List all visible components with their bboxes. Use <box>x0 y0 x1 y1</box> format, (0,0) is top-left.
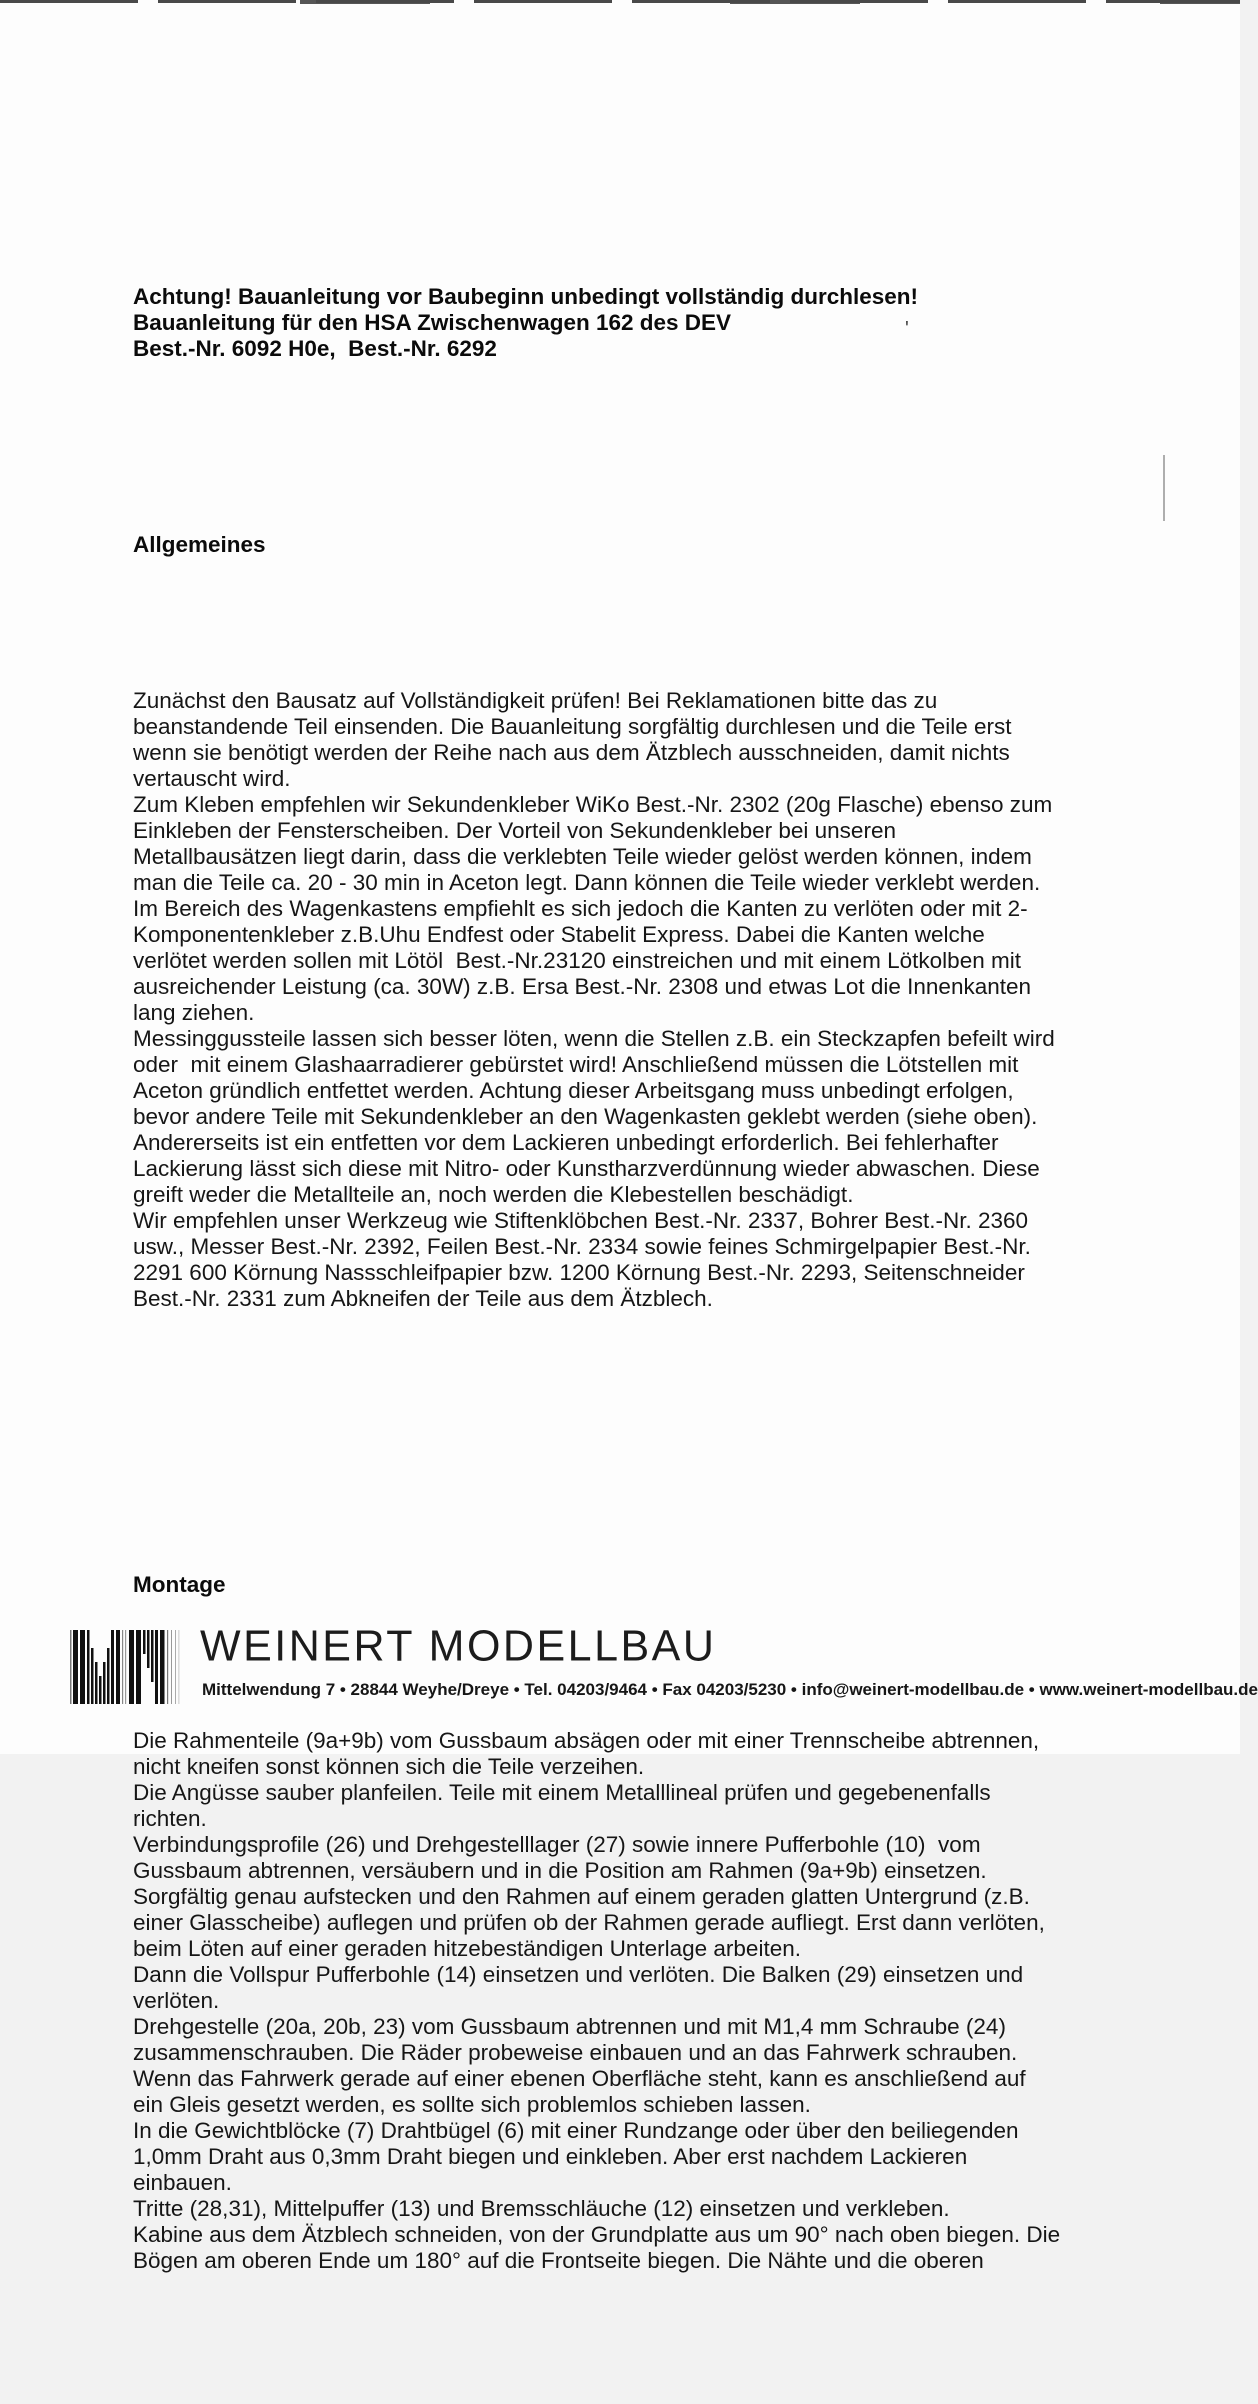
text-line: einer Glasscheibe) auflegen und prüfen ob der Rahmen gerade aufliegt. Erst dann verlöten, <box>133 1910 1045 1935</box>
brand-wordmark: WEINERT MODELLBAU <box>200 1621 717 1671</box>
text-line: wenn sie benötigt werden der Reihe nach aus dem Ätzblech ausschneiden, damit nichts <box>133 740 1010 765</box>
text-line: ein Gleis gesetzt werden, es sollte sich problemlos schieben lassen. <box>133 2092 811 2117</box>
text-line: oder mit einem Glashaarradierer gebürstet wird! Anschließend müssen die Lötstellen mit <box>133 1052 1019 1077</box>
text-line: richten. <box>133 1806 207 1831</box>
text-line: zusammenschrauben. Die Räder probeweise einbauen und an das Fahrwerk schrauben. <box>133 2040 1018 2065</box>
text-line: ausreichender Leistung (ca. 30W) z.B. Ersa Best.-Nr. 2308 und etwas Lot die Innenkanten <box>133 974 1032 999</box>
text-line: verlötet werden sollen mit Lötöl Best.-Nr.23120 einstreichen und mit einem Lötkolben mit <box>133 948 1021 973</box>
text-line: lang ziehen. <box>133 1000 255 1025</box>
section-montage-text <box>133 1650 1133 2274</box>
text-line: Aceton gründlich entfettet werden. Achtung dieser Arbeitsgang muss unbedingt erfolgen, <box>133 1078 1014 1103</box>
section-allgemeines-text <box>133 610 1133 1312</box>
text-line: Komponentenkleber z.B.Uhu Endfest oder Stabelit Express. Dabei die Kanten welche <box>133 922 985 947</box>
text-line: beanstandende Teil einsenden. Die Bauanleitung sorgfältig durchlesen und die Teile erst <box>133 714 1012 739</box>
text-line: Wir empfehlen unser Werkzeug wie Stiftenklöbchen Best.-Nr. 2337, Bohrer Best.-Nr. 2360 <box>133 1208 1029 1233</box>
text-line: Gussbaum abtrennen, versäubern und in die Position am Rahmen (9a+9b) einsetzen. <box>133 1858 987 1883</box>
document-body <box>133 128 1133 2404</box>
text-line: Andererseits ist ein entfetten vor dem Lackieren unbedingt erforderlich. Bei fehlerhafter <box>133 1130 999 1155</box>
text-line: Sorgfältig genau aufstecken und den Rahmen auf einem geraden glatten Untergrund (z.B. <box>133 1884 1030 1909</box>
section-title-montage: Montage <box>133 1572 226 1597</box>
scan-artifact-tick: ' <box>905 318 909 340</box>
text-line: vertauscht wird. <box>133 766 291 791</box>
text-line: 1,0mm Draht aus 0,3mm Draht biegen und einkleben. Aber erst nachdem Lackieren <box>133 2144 968 2169</box>
text-line: Die Angüsse sauber planfeilen. Teile mit einem Metalllineal prüfen und gegebenenfalls <box>133 1780 991 1805</box>
text-line: Drehgestelle (20a, 20b, 23) vom Gussbaum abtrennen und mit M1,4 mm Schraube (24) <box>133 2014 1006 2039</box>
wm-stripe-monogram-icon <box>70 1630 182 1704</box>
text-line: Verbindungsprofile (26) und Drehgestelllager (27) sowie innere Pufferbohle (10) vom <box>133 1832 981 1857</box>
text-line: nicht kneifen sonst können sich die Teile verzeihen. <box>133 1754 645 1779</box>
header-line: Bauanleitung für den HSA Zwischenwagen 162 des DEV <box>133 310 732 335</box>
section-allgemeines <box>133 480 1133 1364</box>
text-line: beim Löten auf einer geraden hitzebeständigen Unterlage arbeiten. <box>133 1936 801 1961</box>
text-line: einbauen. <box>133 2170 232 2195</box>
scan-artifact-top-edge <box>0 0 1240 5</box>
text-line: 2291 600 Körnung Nassschleifpapier bzw. 1200 Körnung Best.-Nr. 2293, Seitenschneider <box>133 1260 1025 1285</box>
scan-artifact-right-edge <box>1163 455 1165 521</box>
text-line: Im Bereich des Wagenkastens empfiehlt es sich jedoch die Kanten zu verlöten oder mit 2- <box>133 896 1028 921</box>
text-line: In die Gewichtblöcke (7) Drahtbügel (6) mit einer Rundzange oder über den beiliegenden <box>133 2118 1019 2143</box>
text-line: Dann die Vollspur Pufferbohle (14) einsetzen und verlöten. Die Balken (29) einsetzen und <box>133 1962 1024 1987</box>
text-line: man die Teile ca. 20 - 30 min in Aceton legt. Dann können die Teile wieder verklebt werden. <box>133 870 1041 895</box>
text-line: Einkleben der Fensterscheiben. Der Vorteil von Sekundenkleber bei unseren <box>133 818 896 843</box>
text-line: Wenn das Fahrwerk gerade auf einer ebenen Oberfläche steht, kann es anschließend auf <box>133 2066 1026 2091</box>
header-line: Achtung! Bauanleitung vor Baubeginn unbedingt vollständig durchlesen! <box>133 284 919 309</box>
document-header <box>133 206 1133 362</box>
text-line: greift weder die Metallteile an, noch werden die Klebestellen beschädigt. <box>133 1182 854 1207</box>
text-line: Best.-Nr. 2331 zum Abkneifen der Teile aus dem Ätzblech. <box>133 1286 713 1311</box>
text-line: verlöten. <box>133 1988 220 2013</box>
text-line: Kabine aus dem Ätzblech schneiden, von der Grundplatte aus um 90° nach oben biegen. Die <box>133 2222 1061 2247</box>
text-line: Messinggussteile lassen sich besser löten, wenn die Stellen z.B. ein Steckzapfen befeilt wird <box>133 1026 1055 1051</box>
text-line: Metallbausätzen liegt darin, dass die verklebten Teile wieder gelöst werden können, indem <box>133 844 1032 869</box>
section-title-allgemeines: Allgemeines <box>133 532 266 557</box>
text-line: Bögen am oberen Ende um 180° auf die Frontseite biegen. Die Nähte und die oberen <box>133 2248 984 2273</box>
text-line: Tritte (28,31), Mittelpuffer (13) und Bremsschläuche (12) einsetzen und verkleben. <box>133 2196 950 2221</box>
header-line: Best.-Nr. 6092 H0e, Best.-Nr. 6292 <box>133 336 497 361</box>
text-line: Zunächst den Bausatz auf Vollständigkeit prüfen! Bei Reklamationen bitte das zu <box>133 688 938 713</box>
text-line: Zum Kleben empfehlen wir Sekundenkleber WiKo Best.-Nr. 2302 (20g Flasche) ebenso zum <box>133 792 1053 817</box>
footer-address-line: Mittelwendung 7 • 28844 Weyhe/Dreye • Tel. 04203/9464 • Fax 04203/5230 • info@weinert-modellbau.de • www.weinert-modellbau.de <box>202 1680 1258 1699</box>
footer <box>70 1621 1258 1722</box>
text-line: Lackierung lässt sich diese mit Nitro- oder Kunstharzverdünnung wieder abwaschen. Diese <box>133 1156 1040 1181</box>
text-line: usw., Messer Best.-Nr. 2392, Feilen Best.-Nr. 2334 sowie feines Schmirgelpapier Best.-Nr. <box>133 1234 1031 1259</box>
text-line: Die Rahmenteile (9a+9b) vom Gussbaum absägen oder mit einer Trennscheibe abtrennen, <box>133 1728 1040 1753</box>
text-line: bevor andere Teile mit Sekundenkleber an den Wagenkasten geklebt werden (siehe oben). <box>133 1104 1038 1129</box>
